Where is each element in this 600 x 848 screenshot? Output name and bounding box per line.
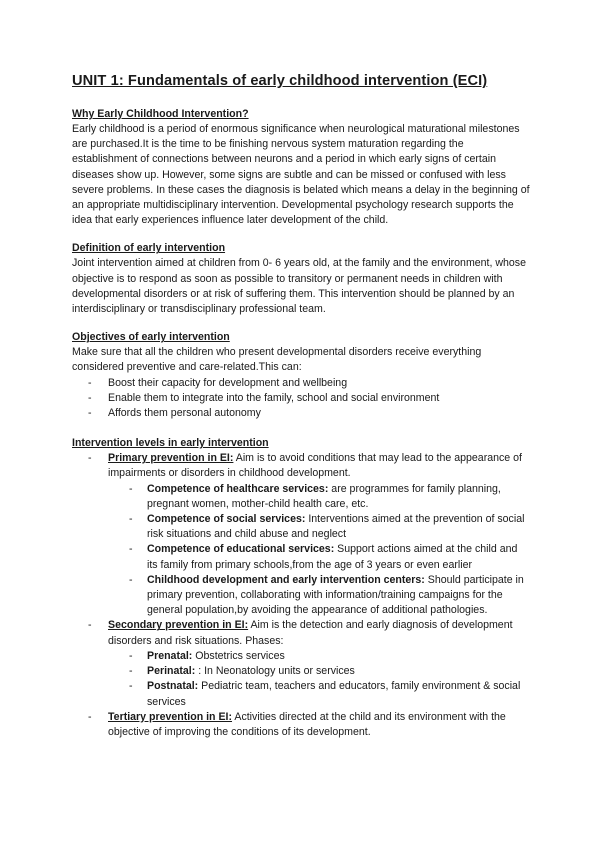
sublist-item [108, 649, 530, 664]
section-body: Early childhood is a period of enormous significance when neurological maturational milestones are purchased.It is the time to be finishing nervous system maturation regarding the establishment of connections between neurons and a period in which early signs of certain diseases show up. However, some signs are subtle and can be missed or confused with less severe problems. In these cases the diagnosis is belated which means a delay in the beginning of an appropriate multidisciplinary intervention. Developmental psychology research supports the idea that early experiences influence later development of the child. [72, 123, 530, 227]
item-label: Perinatal: [147, 665, 196, 678]
item-label: Secondary prevention in EI: [108, 619, 249, 632]
section-levels [72, 436, 530, 740]
sublist-item [108, 664, 530, 679]
section-heading: Why Early Childhood Intervention? [72, 108, 249, 120]
section-heading: Intervention levels in early intervention [72, 437, 269, 450]
list-item: - Boost their capacity for development and wellbeing [72, 376, 530, 391]
item-text: Should participate in primary prevention, collaborating with information/training campaigns for the general population,by avoiding the appearance of additional pathologies. [147, 573, 524, 617]
list-item-secondary [72, 618, 530, 709]
sublist-item [108, 512, 530, 542]
section-body: Make sure that all the children who present developmental disorders receive everything considered preventive and care-related.This can: [72, 346, 482, 374]
secondary-sublist [108, 649, 530, 710]
item-label: Prenatal: [147, 649, 193, 662]
item-text: Obstetrics services [192, 649, 285, 662]
list-item-tertiary [72, 710, 530, 740]
item-label: Childhood development and early intervention centers: [147, 573, 425, 586]
list-item-primary [72, 451, 530, 618]
section-body: Joint intervention aimed at children from 0- 6 years old, at the family and the environment, whose objective is to respond as soon as possible to transitory or permanent needs in children with developmental disorders or at risk of suffering them. This intervention should be planned by an interdisciplinary or transdisciplinary professional team. [72, 257, 527, 316]
levels-list [72, 451, 530, 740]
list-item: - Enable them to integrate into the family, school and social environment [72, 391, 530, 406]
item-text: Activities directed at the child and its environment with the objective of improving the conditions of its development. [108, 710, 506, 738]
item-label: Competence of healthcare services: [147, 482, 329, 495]
section-heading: Objectives of early intervention [72, 331, 230, 344]
primary-sublist [108, 482, 530, 619]
item-text: are programmes for family planning, pregnant women, mother-child health care, etc. [147, 482, 501, 510]
section-why [72, 107, 530, 228]
item-label: Primary prevention in EI: [108, 452, 234, 465]
item-label: Postnatal: [147, 680, 199, 693]
objectives-list [72, 376, 530, 422]
item-label: Tertiary prevention in EI: [108, 710, 233, 723]
item-text: Aim is the detection and early diagnosis of development disorders and risk situations. Phases: [108, 619, 513, 647]
item-label: Competence of social services: [147, 513, 306, 526]
sublist-item [108, 573, 530, 619]
sublist-item [108, 679, 530, 709]
section-definition [72, 241, 530, 317]
sublist-item [108, 542, 530, 572]
item-text: : In Neonatology units or services [195, 665, 355, 678]
sublist-item [108, 482, 530, 512]
item-text: Support actions aimed at the child and its family from primary schools,from the age of 3 years or even earlier [147, 543, 518, 571]
item-label: Competence of educational services: [147, 543, 335, 556]
list-item: - Affords them personal autonomy [72, 406, 530, 421]
item-text: Interventions aimed at the prevention of social risk situations and child abuse and neglect [147, 513, 525, 541]
section-heading: Definition of early intervention [72, 242, 226, 255]
item-text: Aim is to avoid conditions that may lead to the appearance of impairments or disorders in childhood development. [108, 452, 522, 480]
item-text: Pediatric team, teachers and educators, family environment & social services [147, 680, 521, 708]
page-title: UNIT 1: Fundamentals of early childhood intervention (ECI) [72, 73, 488, 89]
section-objectives [72, 330, 530, 421]
document-page [72, 72, 530, 753]
